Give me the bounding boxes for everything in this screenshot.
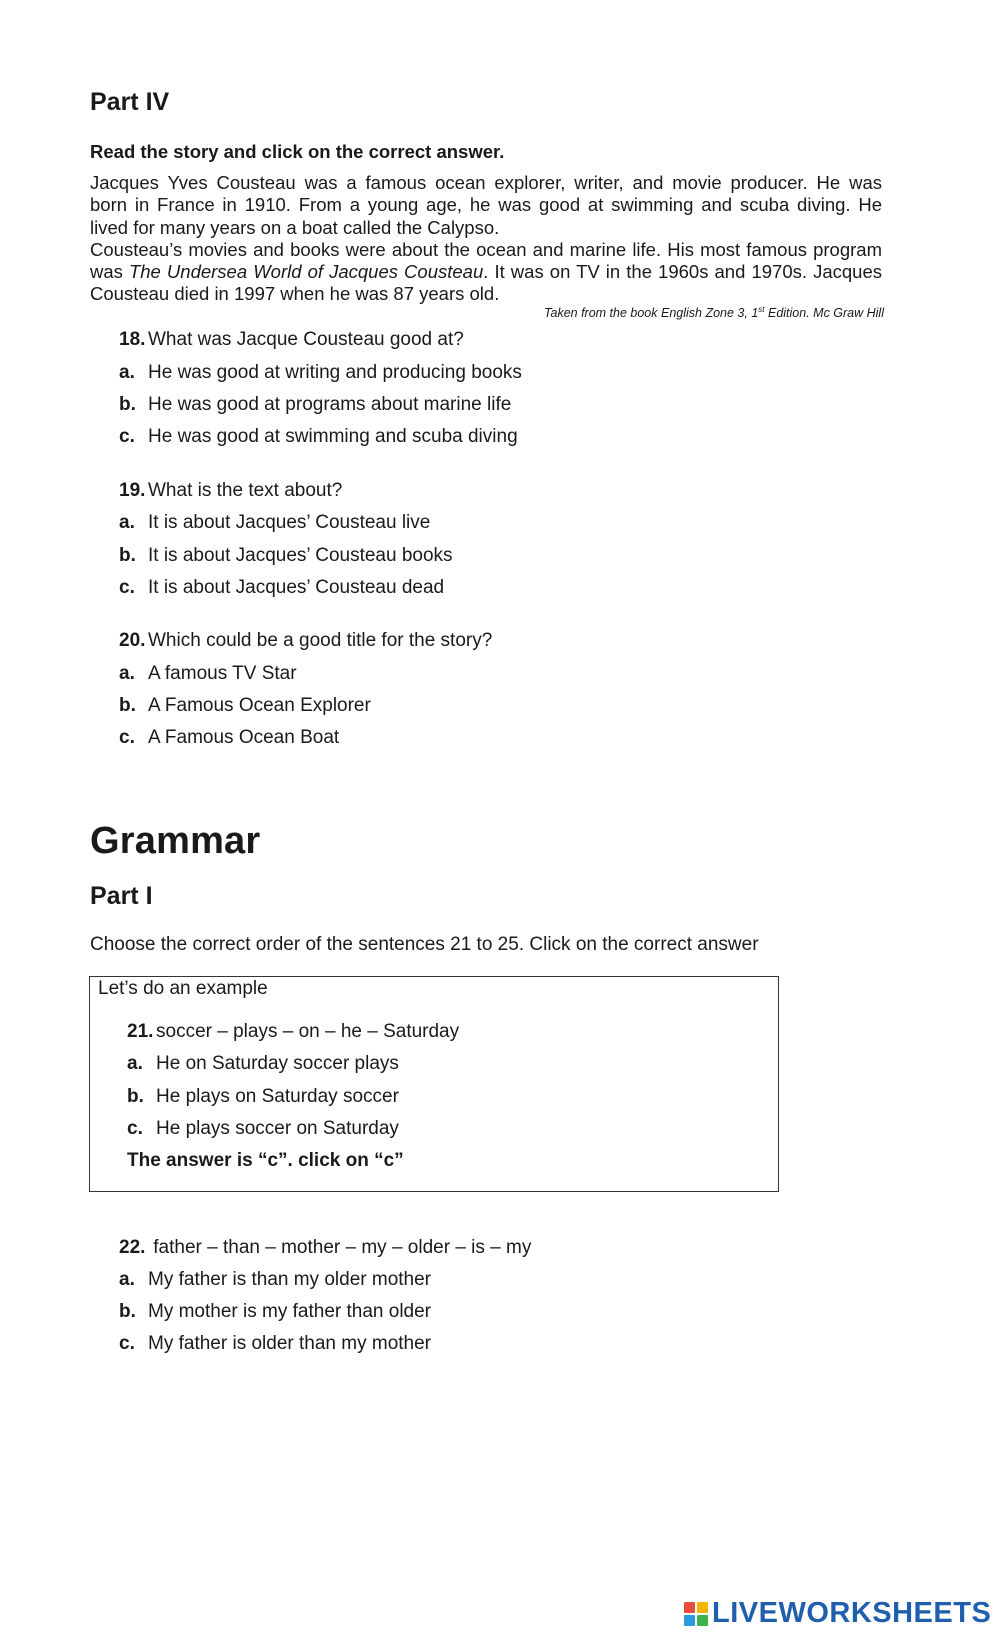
question-21-option-a[interactable]: a. He on Saturday soccer plays <box>127 1053 399 1074</box>
story-paragraph-1 <box>90 172 882 306</box>
part-iv-title: Part IV <box>90 88 170 116</box>
story-line: Jacques Yves Cousteau was a famous ocean explorer, writer, and movie producer. He was <box>90 172 882 193</box>
question-18-option-a[interactable]: a. He was good at writing and producing books <box>119 362 522 383</box>
grammar-title: Grammar <box>90 820 261 862</box>
question-19-option-c[interactable]: c. It is about Jacques’ Cousteau dead <box>119 577 445 598</box>
question-18-option-b[interactable]: b. He was good at programs about marine life <box>119 394 512 415</box>
story-line: born in France in 1910. From a young age, he was good at swimming and scuba diving. He <box>90 194 882 216</box>
story-line: Cousteau’s movies and books were about the ocean and marine life. His most famous program <box>90 238 882 260</box>
grammar-instruction: Choose the correct order of the sentences 21 to 25. Click on the correct answer <box>90 934 759 955</box>
example-answer-note: The answer is “c”. click on “c” <box>127 1150 404 1171</box>
question-20: 20. Which could be a good title for the story? <box>119 630 493 651</box>
program-title: The Undersea World of Jacques Cousteau <box>128 261 484 283</box>
part-i-title: Part I <box>90 882 153 910</box>
question-19: 19. What is the text about? <box>119 480 343 501</box>
question-20-option-b[interactable]: b. A Famous Ocean Explorer <box>119 695 371 716</box>
question-19-option-b[interactable]: b. It is about Jacques’ Cousteau books <box>119 545 453 566</box>
source-credit: Taken from the book English Zone 3, 1st Edition. Mc Graw Hill <box>544 305 884 321</box>
story-line: lived for many years on a boat called the Calypso. <box>90 216 500 238</box>
reading-instruction: Read the story and click on the correct answer. <box>90 141 505 162</box>
story-line: was The Undersea World of Jacques Cousteau. It was on TV in the 1960s and 1970s. Jacques <box>90 261 882 283</box>
question-22-option-b[interactable]: b. My mother is my father than older <box>119 1301 431 1322</box>
question-21-option-b[interactable]: b. He plays on Saturday soccer <box>127 1086 399 1107</box>
question-22-option-c[interactable]: c. My father is older than my mother <box>119 1333 431 1354</box>
question-19-option-a[interactable]: a. It is about Jacques’ Cousteau live <box>119 512 431 533</box>
liveworksheets-logo[interactable] <box>684 1597 991 1630</box>
question-20-option-a[interactable]: a. A famous TV Star <box>119 663 297 684</box>
question-18: 18. What was Jacque Cousteau good at? <box>119 329 464 350</box>
question-22-option-a[interactable]: a. My father is than my older mother <box>119 1269 431 1290</box>
question-21: 21. soccer – plays – on – he – Saturday <box>127 1021 460 1042</box>
example-intro: Let’s do an example <box>98 978 268 999</box>
question-21-option-c[interactable]: c. He plays soccer on Saturday <box>127 1118 399 1139</box>
question-18-option-c[interactable]: c. He was good at swimming and scuba diving <box>119 426 518 447</box>
question-22: 22. father – than – mother – my – older – is – my <box>119 1237 532 1258</box>
logo-mark-icon <box>684 1602 708 1626</box>
story-line: Cousteau died in 1997 when he was 87 years old. <box>90 283 500 305</box>
logo-text: LIVEWORKSHEETS <box>712 1597 992 1629</box>
question-20-option-c[interactable]: c. A Famous Ocean Boat <box>119 727 340 748</box>
